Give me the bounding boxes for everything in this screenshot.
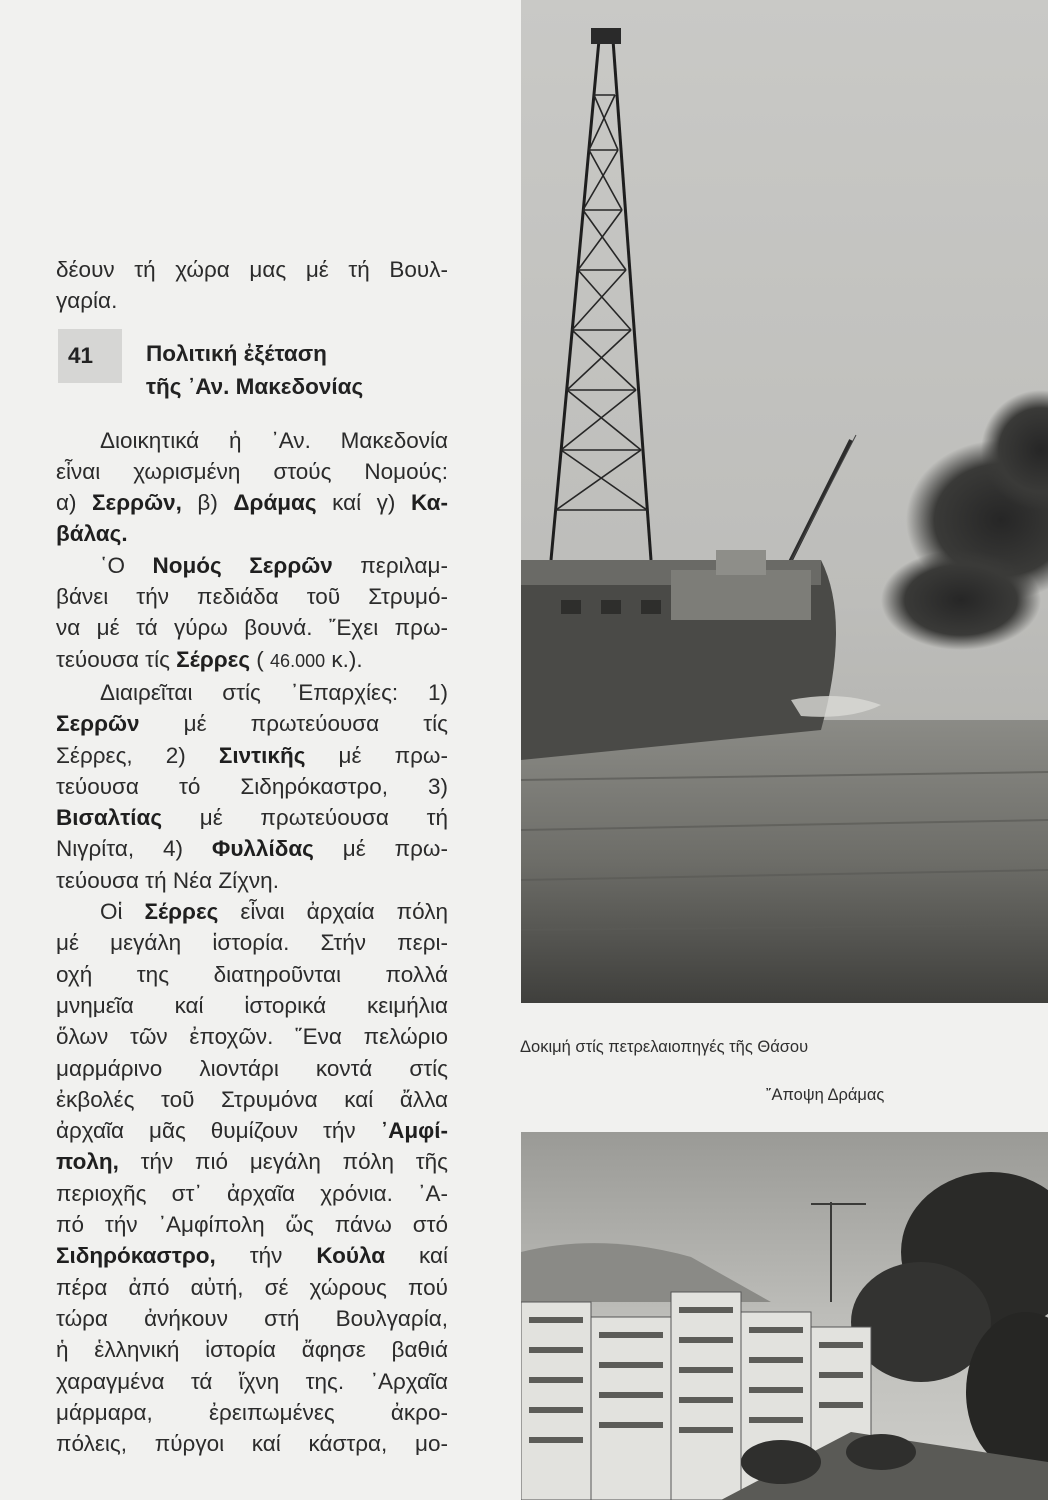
p4-line-7: ἐκβολές τοῦ Στρυμόνα καί ἄλλα: [56, 1086, 448, 1112]
p4-line-14: τώρα ἀνήκουν στή Βουλγαρία,: [56, 1305, 448, 1331]
p3-line-3: Σέρρες, 2) Σιντικῆς μέ πρω-: [56, 742, 448, 768]
p4-line-16: χαραγμένα τά ἴχνη της. ᾿Αρχαῖα: [56, 1368, 448, 1394]
p2-line-4: τεύουσα τίς Σέρρες ( 46.000 κ.).: [56, 646, 363, 672]
section-title: [146, 337, 363, 403]
p4-line-4: μνημεῖα καί ἱστορικά κειμήλια: [56, 992, 448, 1018]
p2-line-1: ῾Ο Νομός Σερρῶν περιλαμ-: [100, 552, 448, 578]
photo-oil-rig-thasos: [521, 0, 1048, 1003]
text-column: [56, 254, 448, 1459]
bold-serres: Σέρρες: [176, 646, 251, 672]
p1-line-1: Διοικητικά ἡ ᾿Αν. Μακεδονία: [100, 427, 448, 453]
p2-line-3: να μέ τά γύρω βουνά. ῎Εχει πρω-: [56, 615, 448, 641]
bold-dramas: Δράμας: [233, 490, 317, 516]
p4-line-3: οχή της διατηροῦνται πολλά: [56, 961, 448, 987]
p3-line-7: τεύουσα τή Νέα Ζίχνη.: [56, 867, 279, 893]
bold-kavalas: Κα-: [410, 490, 448, 516]
p4-line-2: μέ μεγάλη ἱστορία. Στήν περι-: [56, 930, 448, 956]
p4-line-8: ἀρχαῖα μᾶς θυμίζουν τήν ᾿Αμφί-: [56, 1118, 448, 1144]
photo-drama-city: [521, 1132, 1048, 1500]
p3-line-1: Διαιρεῖται στίς ᾿Επαρχίες: 1): [100, 679, 448, 705]
p1-line-4: βάλας.: [56, 521, 128, 547]
p4-line-10: περιοχῆς στ᾿ ἀρχαῖα χρόνια. ᾿Α-: [56, 1180, 448, 1206]
p3-line-5: Βισαλτίας μέ πρωτεύουσα τή: [56, 805, 448, 831]
bold-nomos-serron: Νομός Σερρῶν: [152, 552, 333, 578]
p3-line-2: Σερρῶν μέ πρωτεύουσα τίς: [56, 711, 448, 737]
p1-line-2: εἶναι χωρισμένη στούς Νομούς:: [56, 458, 448, 484]
p3-line-4: τεύουσα τό Σιδηρόκαστρο, 3): [56, 773, 448, 799]
p4-line-5: ὅλων τῶν ἐποχῶν. ῞Ενα πελώριο: [56, 1024, 448, 1050]
p4-line-17: μάρμαρα, ἐρειπωμένες ἀκρο-: [56, 1399, 448, 1425]
population-value: 46.000: [270, 650, 326, 671]
p3-line-6: Νιγρίτα, 4) Φυλλίδας μέ πρω-: [56, 836, 448, 862]
section-title-line-2: τῆς ᾿Αν. Μακεδονίας: [146, 373, 364, 399]
p4-line-9: πολη, τήν πιό μεγάλη πόλη τῆς: [56, 1149, 448, 1175]
p4-line-11: πό τήν ᾿Αμφίπολη ὥς πάνω στό: [56, 1212, 448, 1238]
p2-line-2: βάνει τήν πεδιάδα τοῦ Στρυμό-: [56, 584, 448, 610]
section-heading: [56, 329, 448, 425]
p4-line-1: Οἱ Σέρρες εἶναι ἀρχαία πόλη: [100, 899, 448, 925]
caption-oil-rig: Δοκιμή στίς πετρελαιοπηγές τῆς Θάσου: [520, 1038, 809, 1056]
p4-line-6: μαρμάρινο λιοντάρι κοντά στίς: [56, 1055, 448, 1081]
section-number-box: 41: [58, 329, 122, 383]
p1-line-3: α) Σερρῶν, β) Δράμας καί γ) Κα-: [56, 490, 448, 516]
carryover-line-2: γαρία.: [56, 288, 118, 314]
section-title-line-1: Πολιτική ἐξέταση: [146, 340, 327, 366]
p4-line-18: πόλεις, πύργοι καί κάστρα, μο-: [56, 1431, 448, 1457]
p4-line-12: Σιδηρόκαστρο, τήν Κούλα καί: [56, 1243, 448, 1269]
carryover-line-1: δέουν τή χώρα μας μέ τή Βουλ-: [56, 257, 448, 282]
p4-line-13: πέρα ἀπό αὐτή, σέ χώρους πού: [56, 1274, 448, 1300]
caption-drama-view: ῎Αποψη Δράμας: [766, 1086, 885, 1104]
bold-serron: Σερρῶν,: [92, 490, 182, 516]
p4-line-15: ἡ ἑλληνική ἱστορία ἄφησε βαθιά: [56, 1337, 448, 1363]
